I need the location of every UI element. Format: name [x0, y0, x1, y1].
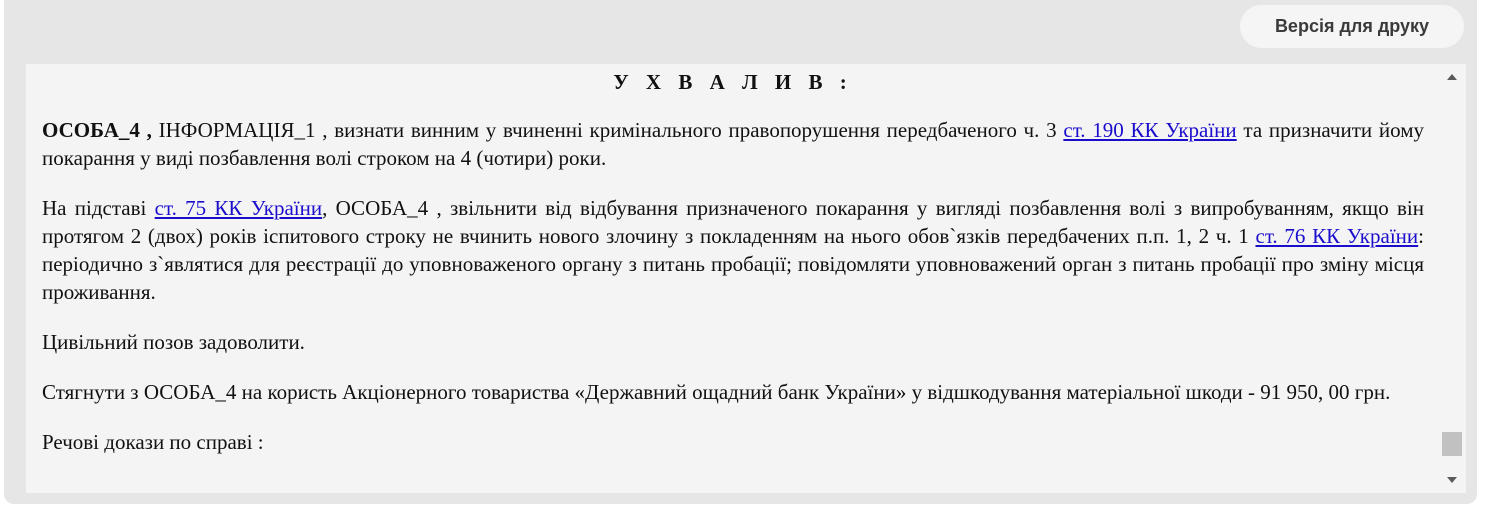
- paragraph-civil-claim: Цивільний позов задоволити.: [42, 330, 305, 354]
- paragraph-text: ІНФОРМАЦІЯ_1 , визнати винним у вчиненні кримінального правопорушення передбаченого ч. 3: [151, 118, 1064, 142]
- resolution-heading: У Х В А Л И В :: [613, 70, 853, 94]
- law-link-art-76[interactable]: ст. 76 КК України: [1255, 224, 1419, 248]
- law-link-art-190[interactable]: ст. 190 КК України: [1063, 118, 1237, 142]
- vertical-scrollbar[interactable]: [1439, 64, 1466, 493]
- paragraph-text: : періодично з`являтися для реєстрації до уповноваженого органу з питань пробації; повідомляти уповноважений орган з питань пробації про зміну місця проживання.: [42, 224, 1424, 304]
- paragraph-text: На підставі: [42, 196, 155, 220]
- print-version-button[interactable]: Версія для друку: [1240, 5, 1464, 48]
- document-panel[interactable]: [26, 64, 1466, 493]
- paragraph-evidence: Речові докази по справі :: [42, 430, 264, 454]
- scroll-up-arrow-icon[interactable]: [1447, 74, 1457, 80]
- document-viewer-frame: [4, 0, 1477, 504]
- paragraph-text: та призначити йому покарання у виді позбавлення волі строком на 4 (чотири) роки.: [42, 118, 1425, 170]
- law-link-art-75[interactable]: ст. 75 КК України: [154, 196, 323, 220]
- paragraph-damages: Стягнути з ОСОБА_4 на користь Акціонерного товариства «Державний ощадний банк України» у відшкодування матеріальної шкоди - 91 950, 00 грн.: [42, 380, 1391, 404]
- person-name: ОСОБА_4 ,: [42, 118, 152, 142]
- paragraph-sentence: [42, 116, 1424, 172]
- scroll-down-arrow-icon[interactable]: [1447, 477, 1457, 483]
- document-content: [42, 64, 1424, 456]
- paragraph-text: , ОСОБА_4 , звільнити від відбування призначеного покарання у вигляді позбавлення волі з випробуванням, якщо він протягом 2 (двох) років іспитового строку не вчинить нового злочину з покладенням на нього обов`язків передбачених п.п. 1, 2 ч. 1: [42, 196, 1424, 248]
- scrollbar-thumb[interactable]: [1442, 432, 1462, 456]
- paragraph-probation: [42, 194, 1424, 306]
